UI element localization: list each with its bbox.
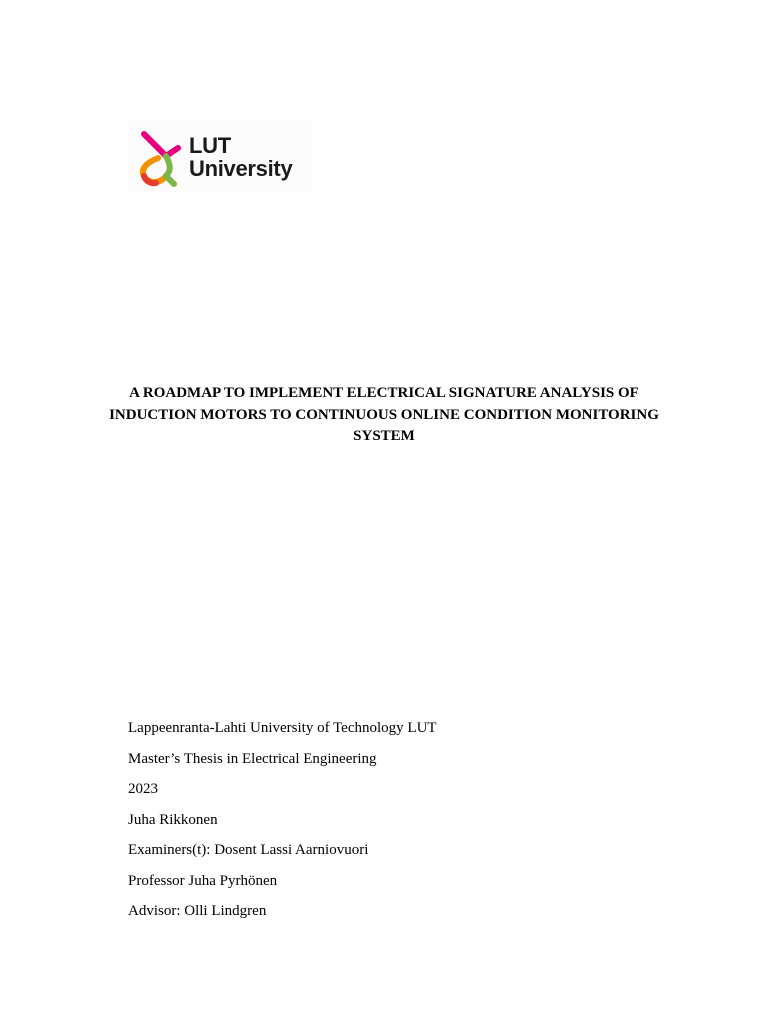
examiner-1: Examiners(t): Dosent Lassi Aarniovuori bbox=[128, 842, 369, 858]
title-line-3: SYSTEM bbox=[353, 428, 415, 444]
thesis-title bbox=[90, 383, 678, 448]
thesis-metadata bbox=[128, 718, 437, 932]
ampersand-logo-mark bbox=[136, 130, 184, 188]
logo-line-lut: LUT bbox=[189, 133, 231, 158]
university-name: Lappeenranta-Lahti University of Technology LUT bbox=[128, 720, 437, 736]
thesis-type: Master’s Thesis in Electrical Engineering bbox=[128, 750, 377, 767]
author-name: Juha Rikkonen bbox=[128, 811, 218, 828]
advisor-name: Advisor: Olli Lindgren bbox=[128, 903, 267, 919]
examiner-2: Professor Juha Pyrhönen bbox=[128, 872, 278, 889]
lut-university-logo bbox=[128, 120, 312, 192]
thesis-year: 2023 bbox=[128, 781, 158, 797]
title-line-1: A ROADMAP TO IMPLEMENT ELECTRICAL SIGNATURE ANALYSIS OF bbox=[129, 385, 639, 401]
logo-line-university: University bbox=[189, 156, 293, 181]
logo-wordmark bbox=[189, 134, 292, 180]
title-line-2: INDUCTION MOTORS TO CONTINUOUS ONLINE CONDITION MONITORING bbox=[109, 406, 659, 423]
